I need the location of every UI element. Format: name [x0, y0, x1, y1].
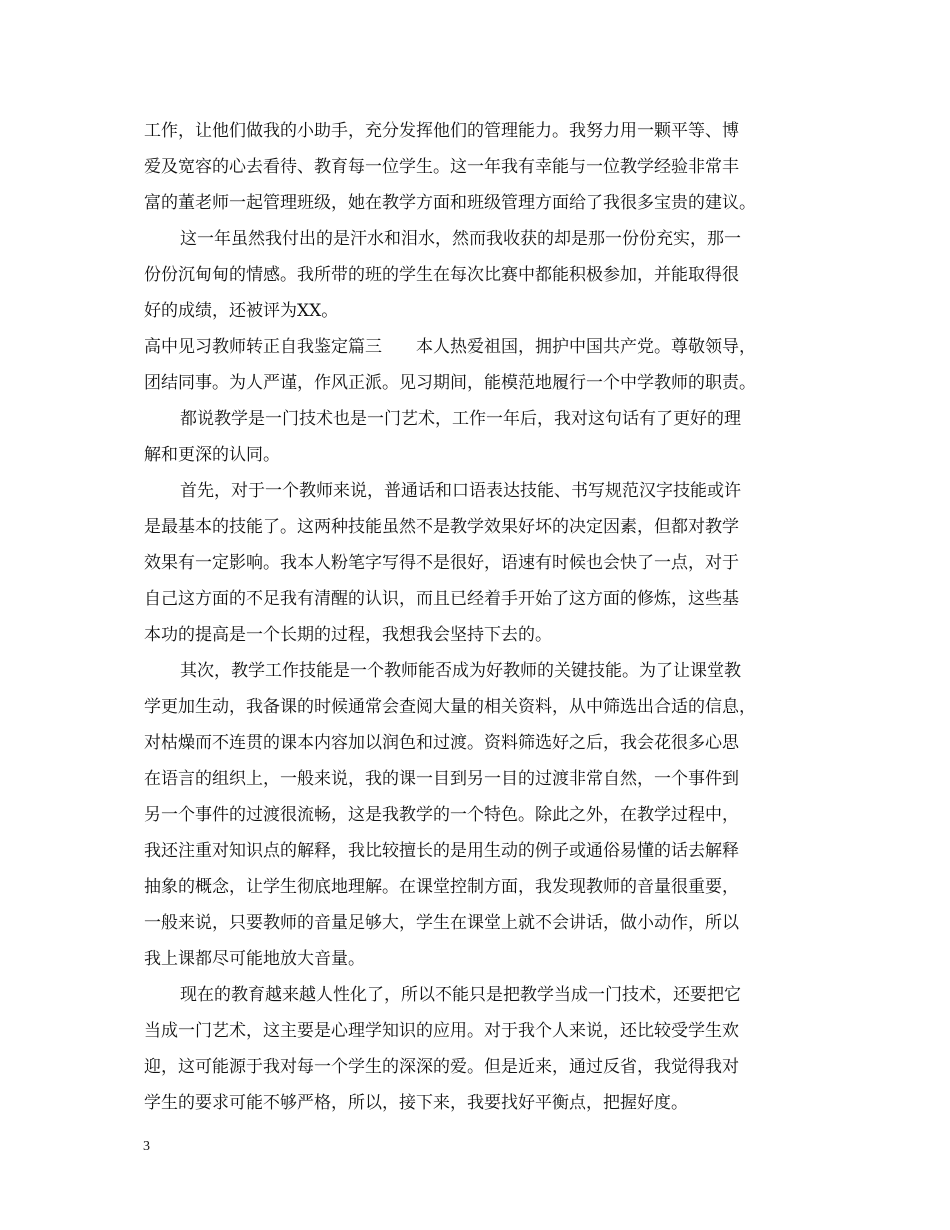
- text-line: 爱及宽容的心去看待、教育每一位学生。这一年我有幸能与一位教学经验非常丰: [144, 157, 739, 177]
- text-line: 本功的提高是一个长期的过程，我想我会坚持下去的。: [144, 625, 552, 645]
- text-line: 其次，教学工作技能是一个教师能否成为好教师的关键技能。为了让课堂教: [180, 661, 741, 681]
- text-line: 自己这方面的不足我有清醒的认识，而且已经着手开始了这方面的修炼，这些基: [144, 589, 739, 609]
- text-line: 我还注重对知识点的解释，我比较擅长的是用生动的例子或通俗易懂的话去解释: [144, 841, 739, 861]
- text-line: 学更加生动，我备课的时候通常会查阅大量的相关资料，从中筛选出合适的信息，: [144, 697, 756, 717]
- text-line: 富的董老师一起管理班级，她在教学方面和班级管理方面给了我很多宝贵的建议。: [144, 193, 756, 213]
- text-line: 团结同事。为人严谨，作风正派。见习期间，能模范地履行一个中学教师的职责。: [144, 373, 756, 393]
- text-line: 好的成绩，还被评为XX。: [144, 301, 339, 321]
- text-line: 工作，让他们做我的小助手，充分发挥他们的管理能力。我努力用一颗平等、博: [144, 121, 739, 141]
- text-line: 当成一门艺术，这主要是心理学知识的应用。对于我个人来说，还比较受学生欢: [144, 1021, 739, 1041]
- text-line: 都说教学是一门技术也是一门艺术，工作一年后，我对这句话有了更好的理: [180, 409, 741, 429]
- body-text: [144, 113, 824, 1121]
- text-line: 份份沉甸甸的情感。我所带的班的学生在每次比赛中都能积极参加，并能取得很: [144, 265, 739, 285]
- text-line: 首先，对于一个教师来说，普通话和口语表达技能、书写规范汉字技能或许: [180, 481, 741, 501]
- text-line: 学生的要求可能不够严格，所以，接下来，我要找好平衡点，把握好度。: [144, 1093, 688, 1113]
- page-number: 3: [143, 1139, 150, 1154]
- text-line: 在语言的组织上，一般来说，我的课一目到另一目的过渡非常自然，一个事件到: [144, 769, 739, 789]
- text-line: 是最基本的技能了。这两种技能虽然不是教学效果好坏的决定因素，但都对教学: [144, 517, 739, 537]
- text-line: 我上课都尽可能地放大音量。: [144, 949, 365, 969]
- text-line: 现在的教育越来越人性化了，所以不能只是把教学当成一门技术，还要把它: [180, 985, 741, 1005]
- text-line: 高中见习教师转正自我鉴定篇三 本人热爱祖国，拥护中国共产党。尊敬领导，: [144, 337, 756, 357]
- text-line: 抽象的概念，让学生彻底地理解。在课堂控制方面，我发现教师的音量很重要，: [144, 877, 739, 897]
- text-line: 迎，这可能源于我对每一个学生的深深的爱。但是近来，通过反省，我觉得我对: [144, 1057, 739, 1077]
- text-line: 另一个事件的过渡很流畅，这是我教学的一个特色。除此之外，在教学过程中，: [144, 805, 739, 825]
- text-line: 这一年虽然我付出的是汗水和泪水，然而我收获的却是那一份份充实，那一: [180, 229, 741, 249]
- text-line: 对枯燥而不连贯的课本内容加以润色和过渡。资料筛选好之后，我会花很多心思: [144, 733, 739, 753]
- text-line: 效果有一定影响。我本人粉笔字写得不是很好，语速有时候也会快了一点，对于: [144, 553, 739, 573]
- text-line: 解和更深的认同。: [144, 445, 280, 465]
- text-line: 一般来说，只要教师的音量足够大，学生在课堂上就不会讲话，做小动作，所以: [144, 913, 739, 933]
